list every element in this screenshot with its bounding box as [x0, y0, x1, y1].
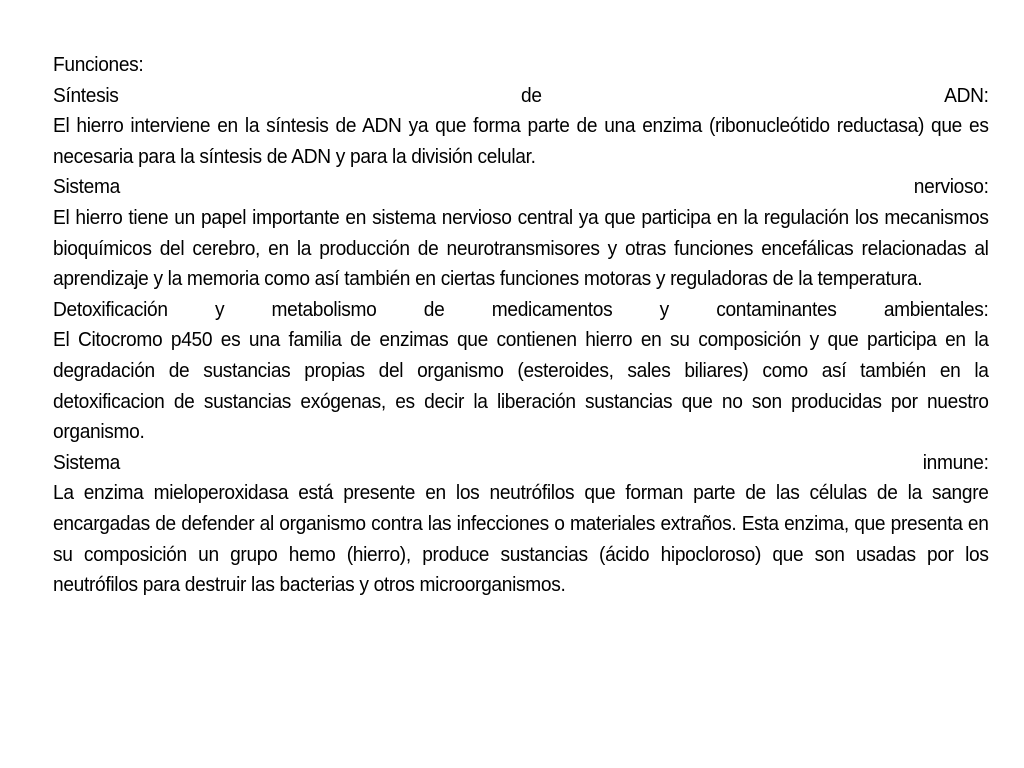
section-body-sistema-nervioso: El hierro tiene un papel importante en sistema nervioso central ya que participa en la regulación los mecanismos bioquímicos del cerebro, en la producción de neurotransmisores y otras funciones encefálicas relacionadas al aprendizaje y la memoria como así también en ciertas funciones motoras y reguladoras de la temperatura.: [53, 205, 989, 291]
section-heading-sistema-nervioso: [53, 172, 989, 203]
heading-word: ambientales:: [883, 297, 989, 321]
heading-word: nervioso:: [913, 175, 989, 199]
document-body: [53, 50, 989, 601]
heading-word: inmune:: [922, 450, 989, 474]
section-body-detoxificacion: El Citocromo p450 es una familia de enzimas que contienen hierro en su composición y que participa en la degradación de sustancias propias del organismo (esteroides, sales biliares) como así también en la detoxificacion de sustancias exógenas, es decir la liberación sustancias que no son producidas por nuestro organismo.: [53, 328, 989, 444]
heading-word: Síntesis: [53, 83, 119, 107]
heading-word: y: [659, 297, 669, 321]
section-heading-sistema-inmune: [53, 448, 989, 479]
heading-word: ADN:: [944, 83, 989, 107]
heading-word: de: [520, 83, 542, 107]
heading-word: Sistema: [53, 175, 120, 199]
section-heading-sintesis-adn: [53, 81, 989, 112]
heading-word: metabolismo: [271, 297, 377, 321]
heading-word: de: [423, 297, 445, 321]
intro-title: Funciones:: [53, 53, 144, 76]
heading-word: y: [214, 297, 225, 321]
heading-word: medicamentos: [491, 297, 613, 321]
heading-word: Sistema: [53, 450, 120, 474]
heading-word: Detoxificación: [53, 297, 168, 321]
section-heading-detoxificacion: [53, 295, 989, 326]
section-body-sintesis-adn: El hierro interviene en la síntesis de ADN ya que forma parte de una enzima (ribonucleótido reductasa) que es necesaria para la síntesis de ADN y para la división celular.: [53, 114, 989, 168]
heading-word: contaminantes: [716, 297, 837, 321]
section-body-sistema-inmune: La enzima mieloperoxidasa está presente en los neutrófilos que forman parte de las células de la sangre encargadas de defender al organismo contra las infecciones o materiales extraños. Esta enzima, que presenta en su composición un grupo hemo (hierro), produce sustancias (ácido hipocloroso) que son usadas por los neutrófilos para destruir las bacterias y otros microorganismos.: [53, 481, 989, 597]
